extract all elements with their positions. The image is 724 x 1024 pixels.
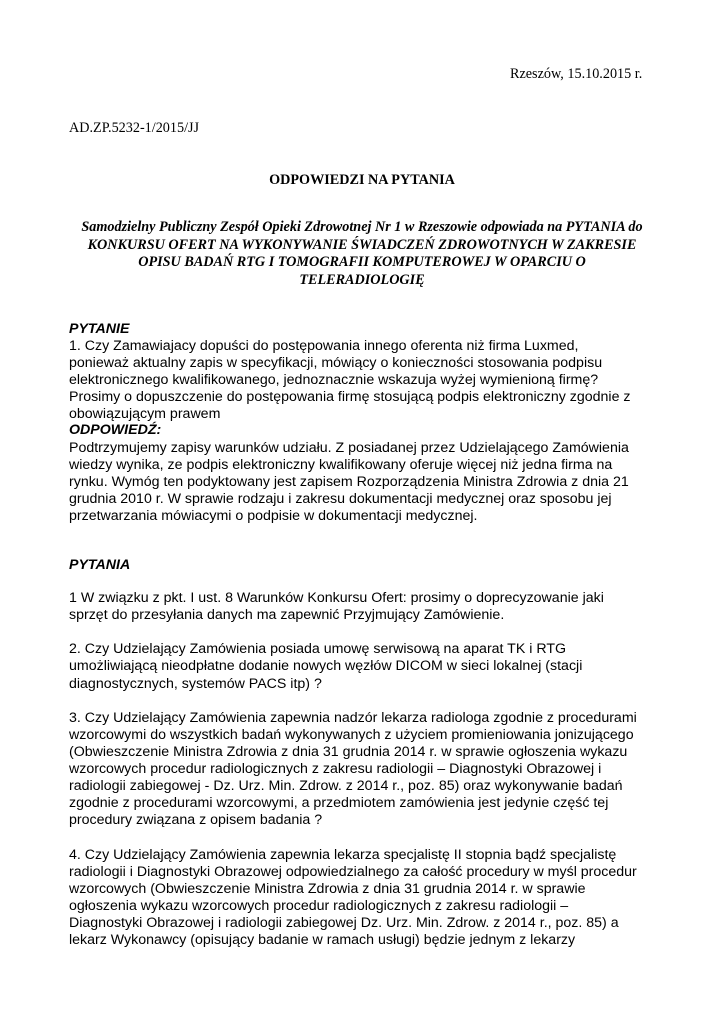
question-line: Prosimy o dopuszczenie do postępowania firmę stosującą podpis elektroniczny zgodnie z <box>69 389 631 405</box>
answer-line: rynku. Wymóg ten podyktowany jest zapisem Rozporządzenia Ministra Zdrowia z dnia 21 <box>69 474 629 490</box>
question-line: zgodnie z procedurami wzorcowymi, a przedmiotem zamówienia jest jedynie część tej <box>69 795 609 811</box>
question-line: umożliwiającą nieodpłatne dodanie nowych węzłów DICOM w sieci lokalnej (stacji <box>69 658 583 674</box>
question-line: wzorcowych procedur radiologicznych z zakresu radiologii – Diagnostyki Obrazowej i <box>69 761 602 777</box>
question-line: 4. Czy Udzielający Zamówienia zapewnia lekarza specjalistę II stopnia bądź specjalistę <box>69 847 617 863</box>
question-line: 1 W związku z pkt. I ust. 8 Warunków Konkursu Ofert: prosimy o doprecyzowanie jaki <box>69 590 604 606</box>
question-line: 2. Czy Udzielający Zamówienia posiada umowę serwisową na aparat TK i RTG <box>69 641 567 657</box>
intro-line: TELERADIOLOGIĘ <box>299 272 425 288</box>
question-line: radiologii zabiegowej - Dz. Urz. Min. Zdrow. z 2014 r., poz. 85) oraz wykonywanie badań <box>69 778 623 794</box>
question-line: diagnostycznych, systemów PACS itp) ? <box>69 676 322 692</box>
answer-line: przetwarzania mówiacymi o podpisie w dokumentacji medycznej. <box>69 508 478 524</box>
question-line: procedury związana z opisem badania ? <box>69 812 323 828</box>
intro-line: Samodzielny Publiczny Zespół Opieki Zdrowotnej Nr 1 w Rzeszowie odpowiada na PYTANIA do <box>81 219 643 235</box>
answer-line: wiedzy wynika, ze podpis elektroniczny kwalifikowany oferuje więcej niż jedna firma na <box>69 457 613 473</box>
question-line: (Obwieszczenie Ministra Zdrowia z dnia 31 grudnia 2014 r. w sprawie ogłoszenia wykazu <box>69 744 628 760</box>
question-line: lekarz Wykonawcy (opisujący badanie w ramach usługi) będzie jednym z lekarzy <box>69 932 576 948</box>
document-title: ODPOWIEDZI NA PYTANIA <box>269 172 455 188</box>
question-line: wzorcowymi do wszystkich badań wykonywanych z użyciem promieniowania jonizującego <box>69 727 634 743</box>
question-line: ponieważ aktualny zapis w specyfikacji, mówiący o konieczności stosowania podpisu <box>69 355 603 371</box>
question-line: ogłoszenia wykazu wzorcowych procedur radiologicznych z zakresu radiologii – <box>69 898 569 914</box>
question-line: obowiązującym prawem <box>69 406 221 422</box>
question-line: 1. Czy Zamawiajacy dopuści do postępowania innego oferenta niż firma Luxmed, <box>69 338 579 354</box>
section-heading: PYTANIA <box>69 557 131 573</box>
question-line: sprzęt do przesyłania danych ma zapewnić Przyjmujący Zamówienie. <box>69 607 505 623</box>
question-line: radiologii i Diagnostyki Obrazowej odpowiedzialnego za całość procedury w myśl procedur <box>69 864 637 880</box>
answer-heading: ODPOWIEDŹ: <box>69 422 162 438</box>
question-line: elektronicznego kwalifikowanego, jednoznacznie wskazuja wyżej wymienioną firmę? <box>69 372 599 388</box>
question-line: 3. Czy Udzielający Zamówienia zapewnia nadzór lekarza radiologa zgodnie z procedurami <box>69 710 637 726</box>
answer-line: grudnia 2010 r. W sprawie rodzaju i zakresu dokumentacji medycznej oraz sposobu jej <box>69 491 612 507</box>
place-date: Rzeszów, 15.10.2015 r. <box>510 66 643 82</box>
reference-number: AD.ZP.5232-1/2015/JJ <box>69 120 200 136</box>
intro-line: KONKURSU OFERT NA WYKONYWANIE ŚWIADCZEŃ ZDROWOTNYCH W ZAKRESIE <box>87 237 637 253</box>
section-heading: PYTANIE <box>69 321 130 337</box>
question-line: Diagnostyki Obrazowej i radiologii zabiegowej Dz. Urz. Min. Zdrow. z 2014 r., poz. 85) a <box>69 915 619 931</box>
intro-line: OPISU BADAŃ RTG I TOMOGRAFII KOMPUTEROWEJ W OPARCIU O <box>138 254 586 270</box>
question-line: wzorcowych (Obwieszczenie Ministra Zdrowia z dnia 31 grudnia 2014 r. w sprawie <box>69 881 586 897</box>
answer-line: Podtrzymujemy zapisy warunków udziału. Z posiadanej przez Udzielającego Zamówienia <box>69 440 629 456</box>
